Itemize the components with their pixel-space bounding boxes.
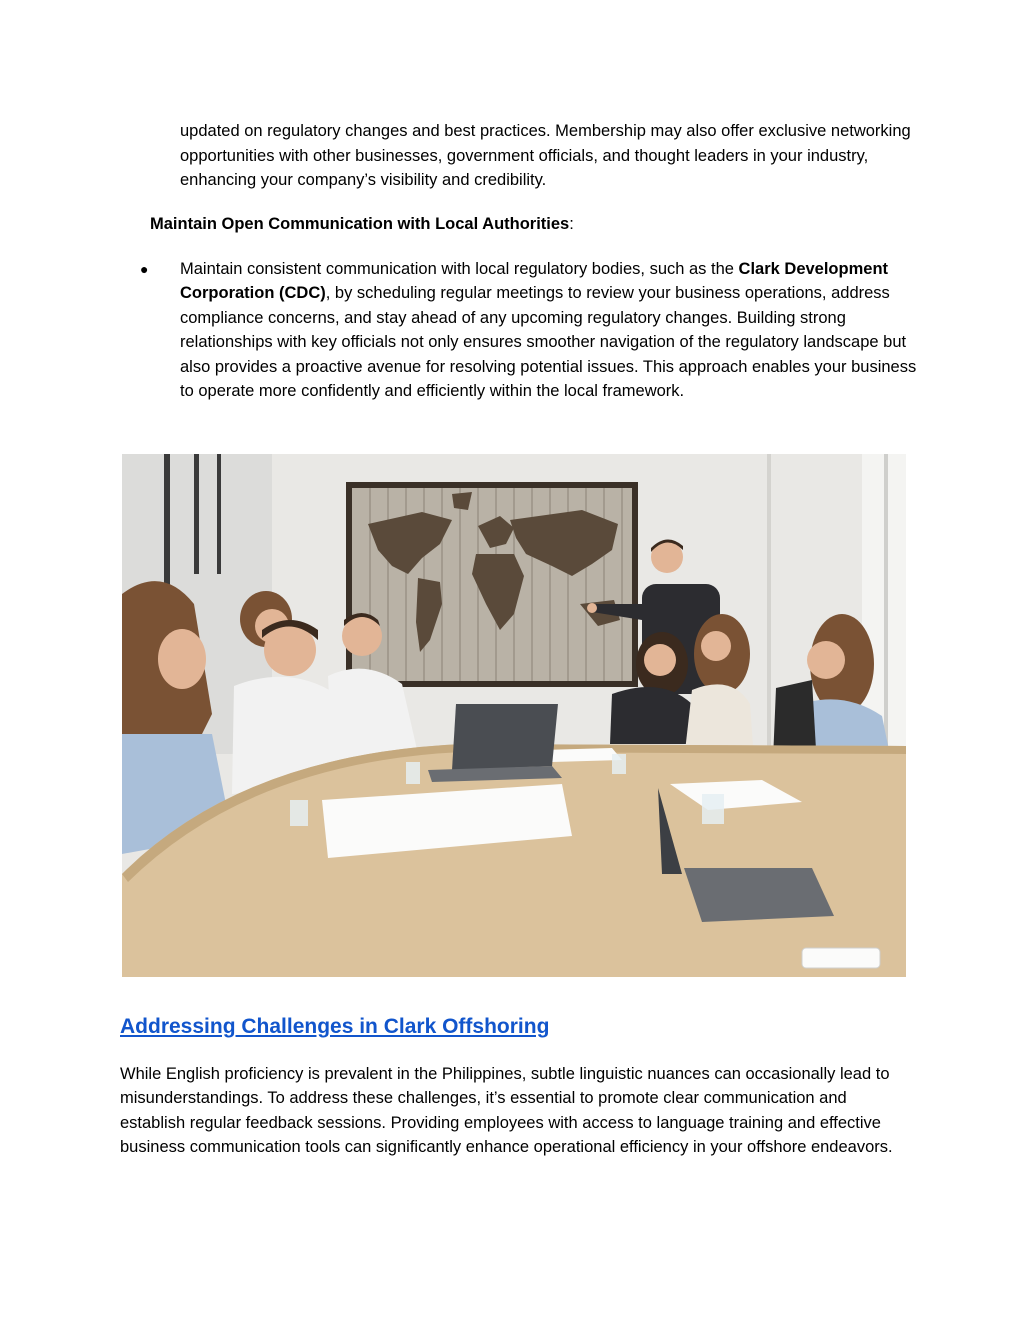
section-heading-link[interactable]: Addressing Challenges in Clark Offshoring xyxy=(120,1015,550,1038)
bullet-bold-text: Clark Development Corporation (CDC) xyxy=(180,260,889,303)
list-item xyxy=(140,257,920,403)
subheading-colon: : xyxy=(569,215,574,233)
bullet-list xyxy=(140,257,920,403)
meeting-photo xyxy=(122,454,906,977)
bullet-icon: ● xyxy=(140,261,149,277)
intro-paragraph: updated on regulatory changes and best practices. Membership may also offer exclusive networking opportunities with other businesses, government officials, and thought leaders in your industry, enhancing your company’s visibility and credibility. xyxy=(180,122,911,189)
bullet-text-after: , by scheduling regular meetings to review your business operations, address compliance concerns, and stay ahead of any upcoming regulatory changes. Building strong relationships with key officials not only ensures smoother navigation of the regulatory landscape but also provides a proactive avenue for resolving potential issues. This approach enables your business to operate more confidently and efficiently within the local framework. xyxy=(180,284,917,401)
subheading-label: Maintain Open Communication with Local Authorities xyxy=(150,215,570,233)
subheading xyxy=(150,212,574,236)
bullet-text-before: Maintain consistent communication with local regulatory bodies, such as the xyxy=(180,260,739,278)
body-paragraph: While English proficiency is prevalent in the Philippines, subtle linguistic nuances can occasionally lead to misunderstandings. To address these challenges, it’s essential to promote clear communication and establish regular feedback sessions. Providing employees with access to language training and effective business communication tools can significantly enhance operational efficiency in your offshore endeavors. xyxy=(120,1065,893,1157)
